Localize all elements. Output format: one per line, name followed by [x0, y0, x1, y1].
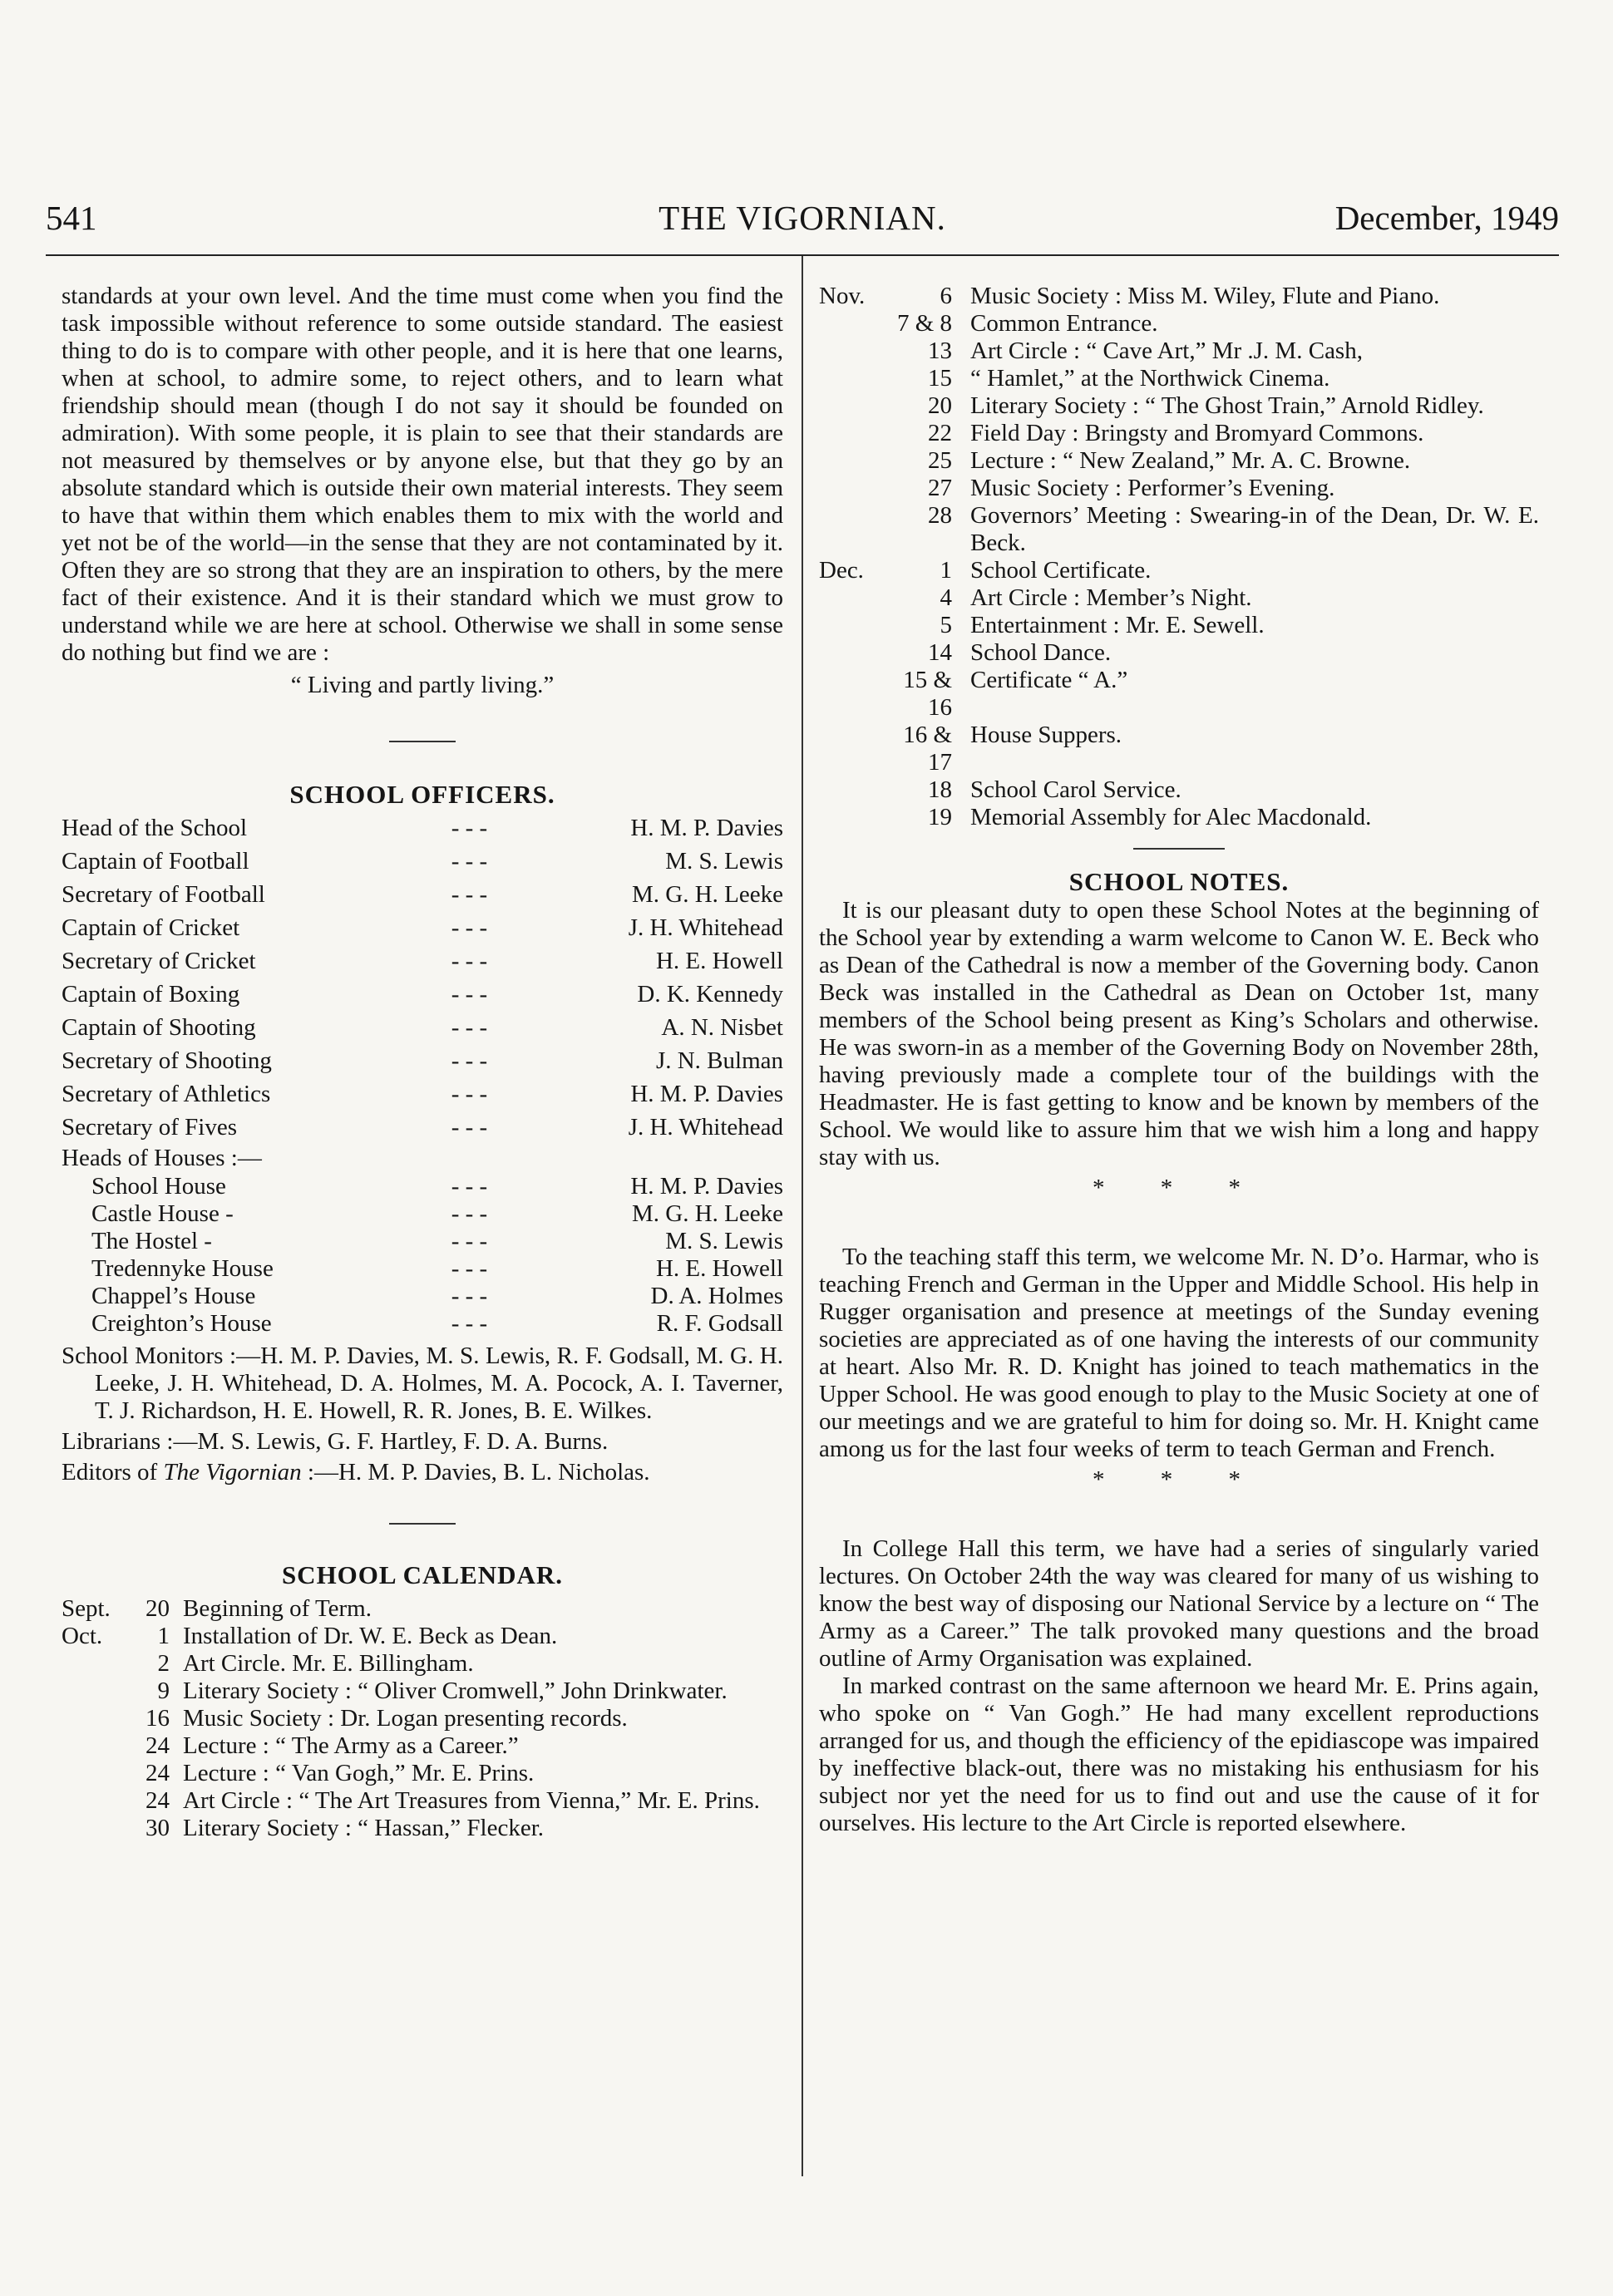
calendar-month: Dec. — [819, 557, 864, 584]
calendar-day: 14 — [928, 639, 952, 666]
officer-holder: M. S. Lewis — [665, 848, 783, 875]
issue-date: December, 1949 — [1334, 199, 1559, 237]
calendar-entry — [819, 722, 1539, 776]
notes-heading: SCHOOL NOTES. — [1068, 867, 1290, 896]
calendar-month — [819, 804, 884, 831]
calendar-day: 5 — [940, 612, 952, 638]
calendar-entry — [819, 338, 1539, 365]
calendar-entry — [62, 1815, 783, 1842]
notes-paragraph-2: To the teaching staff this term, we welcome Mr. N. D’o. Harmar, who is teaching French and German in the Upper and Middle School. His help in Rugger organisation and presence at meetings of the Sunday evening societies are appreciated as of one having the interests of our community at heart. Also Mr. R. D. Knight has joined to teach mathematics in the Upper School. He was good enough to play to the Music Society at one of our meetings and we are grateful to him for doing so. Mr. H. Knight came among us for the last four weeks of term to teach German and French. — [819, 1244, 1539, 1462]
calendar-month: Nov. — [819, 283, 866, 309]
calendar-event: Common Entrance. — [970, 310, 1158, 337]
calendar-entry — [62, 1678, 783, 1705]
officer-holder: H. M. P. Davies — [630, 815, 783, 841]
calendar-month — [819, 612, 884, 639]
calendar-month — [819, 584, 884, 612]
calendar-event: Lecture : “ The Army as a Career.” — [183, 1732, 519, 1759]
calendar-event: Lecture : “ Van Gogh,” Mr. E. Prins. — [183, 1760, 535, 1786]
calendar-day: 28 — [928, 502, 952, 529]
stars-divider: * * * — [1093, 1175, 1265, 1201]
calendar-day: 22 — [928, 420, 952, 446]
house-role: School House — [91, 1173, 226, 1200]
calendar-day: 24 — [146, 1732, 170, 1759]
officer-role: Captain of Football — [62, 848, 249, 875]
calendar-event: Literary Society : “ Hassan,” Flecker. — [183, 1815, 545, 1841]
officer-holder: J. H. Whitehead — [628, 914, 783, 941]
house-holder: M. G. H. Leeke — [631, 1200, 783, 1227]
officer-holder: J. N. Bulman — [655, 1047, 783, 1074]
page-number: 541 — [46, 199, 97, 237]
calendar-day: 30 — [146, 1815, 170, 1841]
calendar-day: 27 — [928, 475, 952, 501]
calendar-month — [819, 338, 884, 365]
house-role: Chappel’s House — [91, 1283, 256, 1309]
calendar-entry — [62, 1623, 783, 1650]
officer-role: Secretary of Shooting — [62, 1047, 272, 1074]
calendar-event: Memorial Assembly for Alec Macdonald. — [970, 804, 1372, 830]
officer-row — [62, 878, 783, 911]
officer-row — [62, 978, 783, 1011]
quote-line: “ Living and partly living.” — [290, 672, 555, 698]
intro-paragraph: standards at your own level. And the time must come when you find the task impossible without reference to some outside standard. The easiest thing to do is to compare with other people, and it is here that one learns, when at school, to admire some, to reject others, and to learn what friendship should mean (though I do not say it should be founded on admiration). With some people, it is plain to see that their standards are not measured by themselves or by anyone else, but that they go by an absolute standard which is outside their own material interests. They seem to have that within them which enables them to mix with the world and yet not be of the world—in the sense that they are not contaminated by it. Often they are so strong that they are an inspiration to others, by the mere fact of their existence. And it is their standard which we must grow to understand while we are here at school. Otherwise we shall in some sense do nothing but find we are : — [62, 283, 783, 666]
officer-role: Captain of Shooting — [62, 1014, 256, 1041]
house-dashes: - - - — [451, 1255, 488, 1282]
calendar-day: 25 — [928, 447, 952, 474]
officer-row — [62, 811, 783, 845]
journal-title: THE VIGORNIAN. — [659, 199, 946, 237]
calendar-entry — [62, 1595, 783, 1623]
stars-divider: * * * — [1093, 1466, 1265, 1493]
officer-role: Secretary of Football — [62, 881, 265, 908]
calendar-event: Music Society : Dr. Logan presenting records. — [183, 1705, 628, 1732]
calendar-entry — [819, 612, 1539, 639]
calendar-entry — [819, 420, 1539, 447]
calendar-day: 20 — [928, 392, 952, 419]
officers-heading: SCHOOL OFFICERS. — [289, 780, 555, 809]
right-column — [819, 283, 1539, 1837]
calendar-event: “ Hamlet,” at the Northwick Cinema. — [970, 365, 1330, 392]
left-column — [62, 283, 783, 1842]
calendar-event: Art Circle : “ The Art Treasures from Vienna,” Mr. E. Prins. — [183, 1787, 760, 1814]
calendar-event: House Suppers. — [970, 722, 1122, 748]
houses-table — [62, 1173, 783, 1338]
calendar-month — [62, 1705, 118, 1732]
calendar-entry — [819, 475, 1539, 502]
calendar-table-left — [62, 1595, 783, 1842]
house-dashes: - - - — [451, 1283, 488, 1309]
house-row — [62, 1283, 783, 1310]
officer-dashes: - - - — [451, 848, 488, 875]
calendar-month — [819, 722, 884, 776]
officer-dashes: - - - — [451, 981, 488, 1008]
calendar-month — [62, 1650, 118, 1678]
officer-holder: H. E. Howell — [655, 948, 783, 974]
calendar-event: Field Day : Bringsty and Bromyard Commons. — [970, 420, 1424, 446]
calendar-day: 24 — [146, 1787, 170, 1814]
officer-role: Secretary of Athletics — [62, 1081, 271, 1107]
officer-dashes: - - - — [451, 948, 488, 974]
calendar-day: 24 — [146, 1760, 170, 1786]
officer-dashes: - - - — [451, 1081, 488, 1107]
house-holder: H. M. P. Davies — [630, 1173, 783, 1200]
calendar-month: Oct. — [62, 1623, 103, 1649]
calendar-table-right — [819, 283, 1539, 831]
calendar-month — [819, 667, 884, 722]
calendar-event: School Carol Service. — [970, 776, 1181, 803]
house-row — [62, 1310, 783, 1338]
calendar-day: 16 & 17 — [903, 722, 952, 776]
calendar-entry — [62, 1760, 783, 1787]
calendar-month — [819, 502, 884, 557]
calendar-month — [62, 1787, 118, 1815]
house-role: Creighton’s House — [91, 1310, 272, 1337]
officer-dashes: - - - — [451, 1114, 488, 1141]
calendar-day: 4 — [940, 584, 952, 611]
editors-suffix: :—H. M. P. Davies, B. L. Nicholas. — [301, 1459, 650, 1486]
calendar-heading: SCHOOL CALENDAR. — [281, 1560, 564, 1589]
officer-holder: H. M. P. Davies — [630, 1081, 783, 1107]
calendar-event: Music Society : Miss M. Wiley, Flute and Piano. — [970, 283, 1440, 309]
officer-dashes: - - - — [451, 881, 488, 908]
calendar-day: 19 — [928, 804, 952, 830]
officer-role: Head of the School — [62, 815, 248, 841]
calendar-month — [819, 392, 884, 420]
officer-holder: J. H. Whitehead — [628, 1114, 783, 1141]
house-row — [62, 1173, 783, 1200]
librarians-list: Librarians :—M. S. Lewis, G. F. Hartley, F. D. A. Burns. — [62, 1428, 609, 1455]
house-role: Castle House - — [91, 1200, 234, 1227]
officer-holder: D. K. Kennedy — [637, 981, 783, 1008]
officer-dashes: - - - — [451, 914, 488, 941]
calendar-day: 15 & 16 — [903, 667, 952, 721]
house-holder: D. A. Holmes — [650, 1283, 783, 1309]
calendar-event: Installation of Dr. W. E. Beck as Dean. — [183, 1623, 558, 1649]
calendar-entry — [819, 557, 1539, 584]
calendar-month — [819, 310, 884, 338]
calendar-month — [819, 776, 884, 804]
section-divider — [389, 741, 456, 742]
page-header — [46, 198, 1559, 248]
calendar-day: 9 — [157, 1678, 170, 1704]
calendar-entry — [819, 639, 1539, 667]
section-divider — [389, 1523, 456, 1525]
officer-row — [62, 1044, 783, 1077]
calendar-entry — [819, 667, 1539, 722]
calendar-entry — [819, 502, 1539, 557]
calendar-entry — [819, 283, 1539, 310]
calendar-entry — [819, 365, 1539, 392]
officer-row — [62, 1111, 783, 1144]
calendar-event: Entertainment : Mr. E. Sewell. — [970, 612, 1265, 638]
calendar-event: School Certificate. — [970, 557, 1152, 584]
house-dashes: - - - — [451, 1310, 488, 1337]
calendar-entry — [62, 1732, 783, 1760]
house-role: The Hostel - — [91, 1228, 212, 1254]
calendar-day: 1 — [157, 1623, 170, 1649]
editors-prefix: Editors of — [62, 1459, 164, 1486]
calendar-entry — [62, 1787, 783, 1815]
calendar-event: Literary Society : “ Oliver Cromwell,” John Drinkwater. — [183, 1678, 728, 1704]
calendar-entry — [819, 392, 1539, 420]
calendar-entry — [62, 1650, 783, 1678]
calendar-event: Certificate “ A.” — [970, 667, 1128, 693]
column-divider — [802, 256, 803, 2176]
officer-holder: A. N. Nisbet — [661, 1014, 783, 1041]
calendar-day: 13 — [928, 338, 952, 364]
officer-dashes: - - - — [451, 1014, 488, 1041]
house-holder: R. F. Godsall — [656, 1310, 783, 1337]
calendar-month — [819, 365, 884, 392]
calendar-event: Art Circle : Member’s Night. — [970, 584, 1252, 611]
officers-table — [62, 811, 783, 1144]
calendar-entry — [819, 776, 1539, 804]
calendar-entry — [819, 584, 1539, 612]
calendar-event: Lecture : “ New Zealand,” Mr. A. C. Browne. — [970, 447, 1411, 474]
officer-role: Secretary of Fives — [62, 1114, 237, 1141]
calendar-day: 7 & 8 — [896, 310, 952, 337]
house-holder: M. S. Lewis — [665, 1228, 783, 1254]
calendar-month — [62, 1732, 118, 1760]
calendar-month — [819, 639, 884, 667]
house-row — [62, 1255, 783, 1283]
officer-role: Secretary of Cricket — [62, 948, 256, 974]
officer-holder: M. G. H. Leeke — [631, 881, 783, 908]
officer-role: Captain of Boxing — [62, 981, 240, 1008]
house-role: Tredennyke House — [91, 1255, 274, 1282]
officer-role: Captain of Cricket — [62, 914, 240, 941]
calendar-event: Art Circle. Mr. E. Billingham. — [183, 1650, 474, 1677]
calendar-month — [62, 1760, 118, 1787]
officer-dashes: - - - — [451, 1047, 488, 1074]
notes-paragraph-1: It is our pleasant duty to open these School Notes at the beginning of the School year by extending a warm welcome to Canon W. E. Beck who as Dean of the Cathedral is now a member of the Governing body. Canon Beck was installed in the Cathedral as Dean on October 1st, many members of the School being present as King’s Scholars and otherwise. He was sworn-in as a member of the Governing Body on November 28th, having previously made a complete tour of the buildings with the Headmaster. He is fast getting to know and be known by members of the School. We would like to assure him that we wish him a long and happy stay with us. — [819, 897, 1539, 1170]
calendar-day: 20 — [146, 1595, 170, 1622]
calendar-month — [819, 420, 884, 447]
calendar-day: 2 — [157, 1650, 170, 1677]
calendar-month: Sept. — [62, 1595, 111, 1622]
calendar-event: School Dance. — [970, 639, 1112, 666]
house-row — [62, 1200, 783, 1228]
calendar-month — [819, 475, 884, 502]
section-divider — [1133, 848, 1225, 850]
calendar-event: Music Society : Performer’s Evening. — [970, 475, 1335, 501]
monitors-list: School Monitors :—H. M. P. Davies, M. S. Lewis, R. F. Godsall, M. G. H. Leeke, J. H. Whitehead, D. A. Holmes, M. A. Pocock, A. I. Taverner, T. J. Richardson, H. E. Howell, R. R. Jones, B. E. Wilkes. — [62, 1343, 783, 1424]
officer-row — [62, 944, 783, 978]
calendar-day: 18 — [928, 776, 952, 803]
calendar-month — [62, 1678, 118, 1705]
calendar-month — [62, 1815, 118, 1842]
house-holder: H. E. Howell — [655, 1255, 783, 1282]
calendar-entry — [819, 804, 1539, 831]
calendar-month — [819, 447, 884, 475]
calendar-entry — [819, 447, 1539, 475]
officer-row — [62, 1077, 783, 1111]
calendar-day: 16 — [146, 1705, 170, 1732]
calendar-day: 15 — [928, 365, 952, 392]
calendar-event: Governors’ Meeting : Swearing-in of the Dean, Dr. W. E. Beck. — [970, 502, 1539, 556]
calendar-event: Art Circle : “ Cave Art,” Mr .J. M. Cash, — [970, 338, 1363, 364]
notes-paragraph-3: In College Hall this term, we have had a series of singularly varied lectures. On October 24th the way was cleared for many of us wishing to know the best way of disposing our National Service by a lecture on “ The Army as a Career.” The talk provoked many questions and the broad outline of Army Organisation was explained. — [819, 1535, 1539, 1672]
house-dashes: - - - — [451, 1173, 488, 1200]
houses-label: Heads of Houses :— — [62, 1145, 262, 1171]
officer-row — [62, 911, 783, 944]
notes-paragraph-4: In marked contrast on the same afternoon we heard Mr. E. Prins again, who spoke on “ Van Gogh.” He had many excellent reproductions arranged for us, and though the efficiency of the epidiascope was impaired by ineffective black-out, there was no mistaking his enthusiasm for his subject nor yet the need for us to find out and use the cause of it for ourselves. His lecture to the Art Circle is reported elsewhere. — [819, 1673, 1539, 1836]
calendar-day: 6 — [940, 283, 952, 309]
calendar-day: 1 — [940, 557, 952, 584]
house-dashes: - - - — [451, 1200, 488, 1227]
calendar-event: Beginning of Term. — [183, 1595, 372, 1622]
calendar-entry — [819, 310, 1539, 338]
calendar-entry — [62, 1705, 783, 1732]
editors-line — [62, 1459, 783, 1486]
house-row — [62, 1228, 783, 1255]
editors-title: The Vigornian — [163, 1459, 302, 1486]
calendar-event: Literary Society : “ The Ghost Train,” Arnold Ridley. — [970, 392, 1484, 419]
house-dashes: - - - — [451, 1228, 488, 1254]
officer-row — [62, 845, 783, 878]
officer-row — [62, 1011, 783, 1044]
officer-dashes: - - - — [451, 815, 488, 841]
